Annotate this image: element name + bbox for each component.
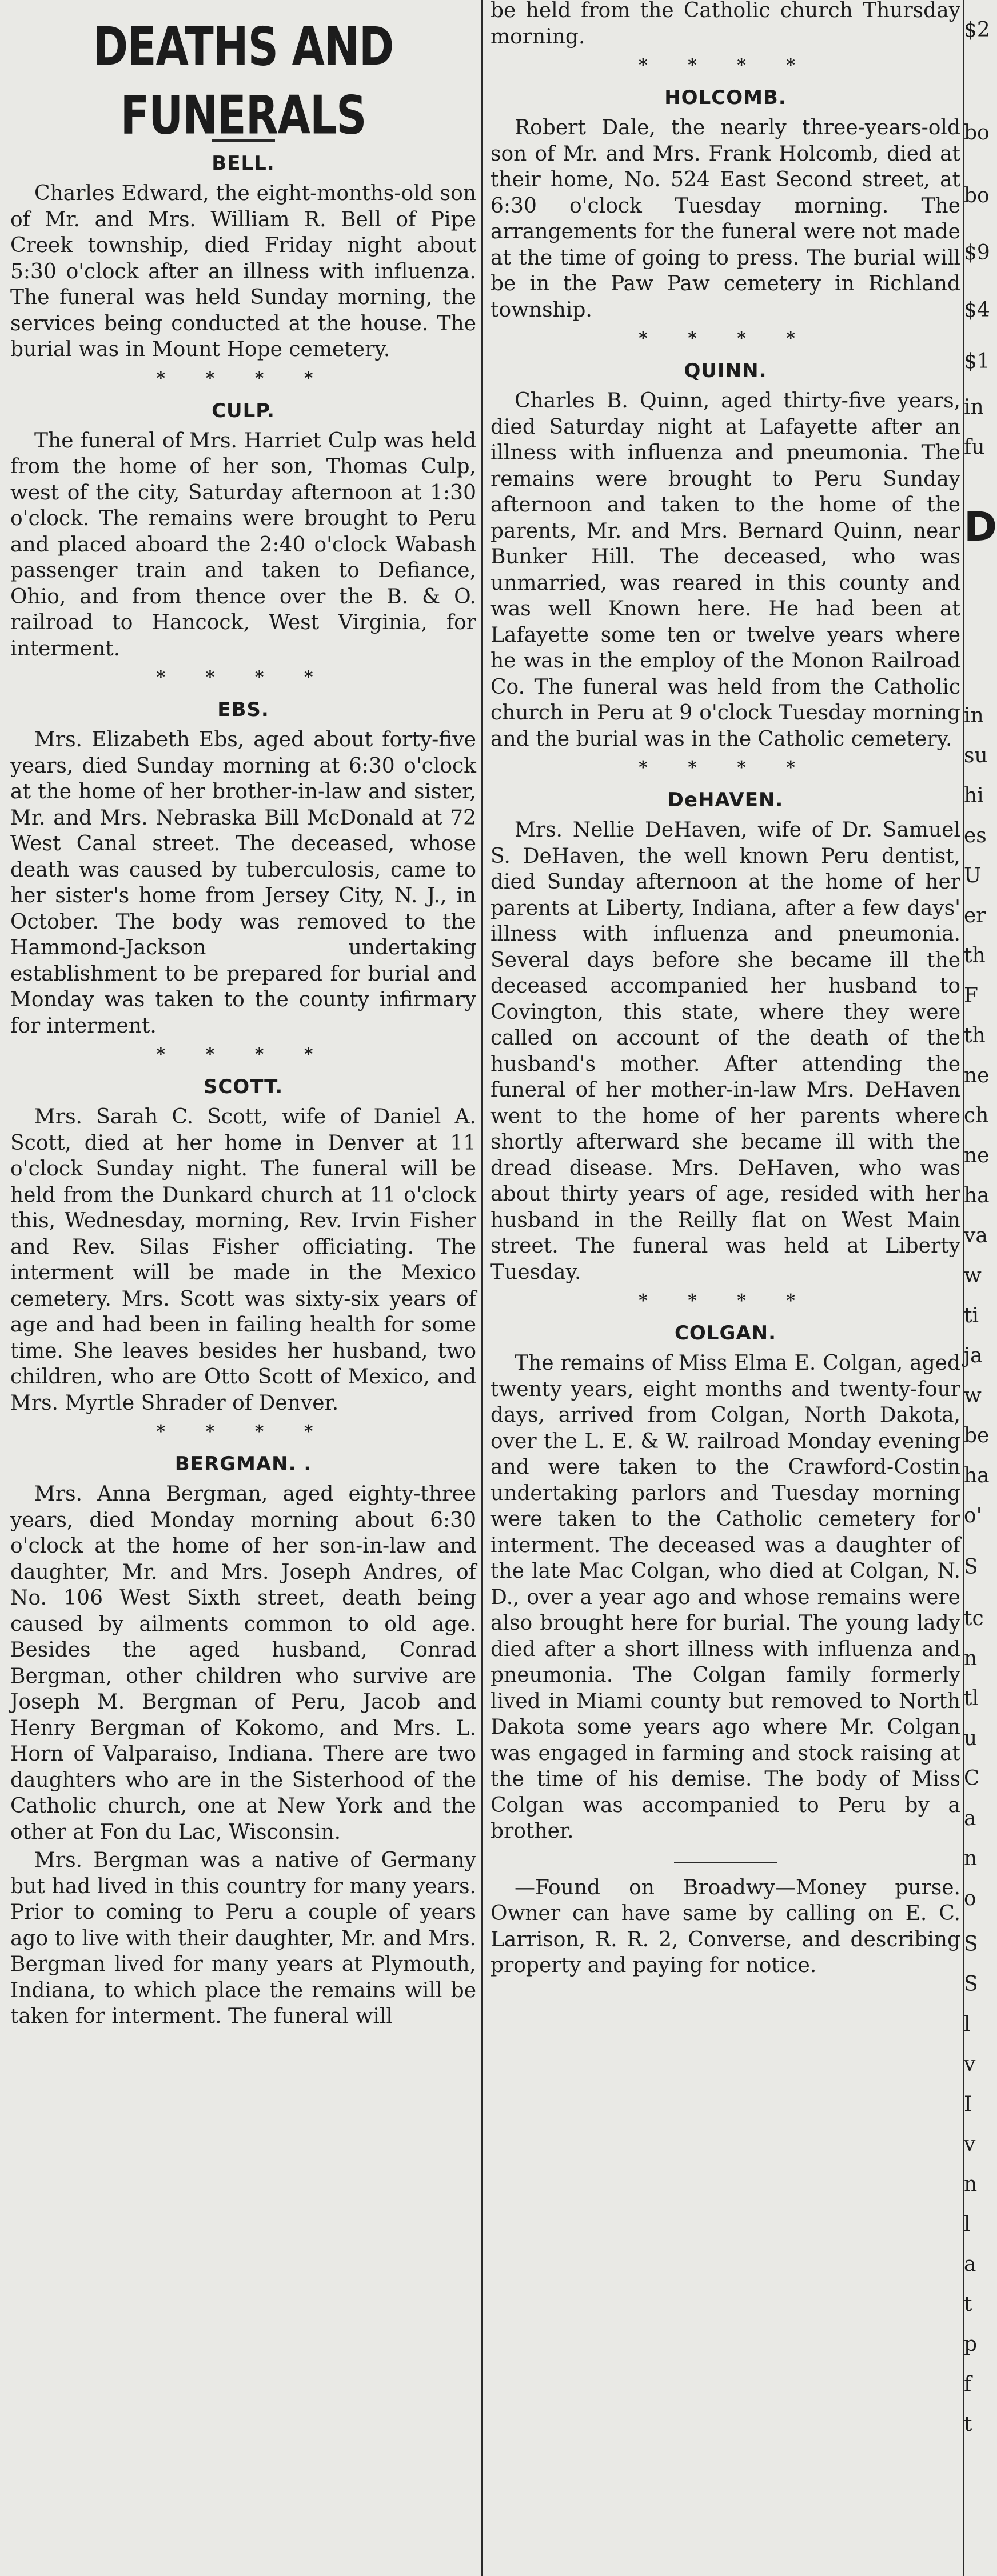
- obituary-text: Robert Dale, the nearly three-years-old son of Mr. and Mrs. Frank Holcomb, died at their home, No. 524 East Second street, at 6:30 o'clock Tuesday morning. The arrangements for the funeral were not made at the time of going to press. The burial will be in the Paw Paw cemetery in Richland township.: [490, 116, 960, 322]
- obituary-heading: QUINN.: [684, 359, 767, 382]
- cropped-text-fragment: f: [964, 2373, 972, 2396]
- separator-stars: * * * *: [156, 1422, 330, 1442]
- cropped-text-fragment: n: [964, 2173, 978, 2196]
- cropped-text-fragment: o: [964, 1887, 976, 1910]
- cropped-text-fragment: D: [964, 503, 997, 550]
- obituary-text: The remains of Miss Elma E. Colgan, aged twenty years, eight months and twenty-four days, arrived from Colgan, North Dakota, over the L. E. & W. railroad Monday evening and were taken to the Crawford-Costin undertaking parlors and Tuesday morning were taken to the Catholic cemetery for interment. The deceased was a daughter of the late Mac Colgan, who died at Colgan, N. D., over a year ago and whose remains were also brought here for burial. The young lady died after a short illness with influenza and pneumonia. The Colgan family formerly lived in Miami county but removed to North Dakota some years ago where Mr. Colgan was engaged in farming and stock raising at the time of his demise. The body of Miss Colgan was accompanied to Peru by a brother.: [490, 1351, 960, 1843]
- separator-stars: * * * *: [156, 368, 330, 389]
- separator-stars: * * * *: [638, 55, 813, 75]
- page-title: DEATHS AND FUNERALS: [93, 16, 394, 146]
- obituary-text: The funeral of Mrs. Harriet Culp was held from the home of her son, Thomas Culp, west of the city, Saturday afternoon at 1:30 o'clock. The remains were brought to Peru and placed aboard the 2:40 o'clock Wabash passenger train and taken to Defiance, Ohio, and from thence over the B. & O. railroad to Hancock, West Virginia, for interment.: [10, 429, 476, 661]
- obituary-text: Mrs. Nellie DeHaven, wife of Dr. Samuel S. DeHaven, the well known Peru dentist, died Sunday afternoon at the home of her parents at Liberty, Indiana, after a few days' illness with influenza and pneumonia. Several days before she became ill the deceased accompanied her husband to Covington, this state, where they were called on account of the death of the husband's mother. After attending the funeral of her mother-in-law Mrs. DeHaven went to the home of her parents where shortly afterward she became ill with the dread disease. Mrs. DeHaven, who was about thirty years of age, resided with her husband in the Reilly flat on West Main street. The funeral was held at Liberty Tuesday.: [490, 818, 960, 1284]
- cropped-text-fragment: th: [964, 944, 986, 967]
- cropped-text-fragment: va: [964, 1224, 988, 1247]
- cropped-text-fragment: I: [964, 2093, 972, 2116]
- cropped-text-fragment: th: [964, 1024, 986, 1047]
- cropped-text-fragment: t: [964, 2413, 972, 2436]
- obituary-heading: SCOTT.: [203, 1075, 284, 1098]
- obituary-dehaven: [490, 786, 960, 1285]
- cropped-text-fragment: $1: [964, 350, 990, 373]
- cropped-text-fragment: n: [964, 1647, 978, 1670]
- cropped-text-fragment: l: [964, 2213, 971, 2236]
- obituary-heading: BELL.: [212, 152, 275, 175]
- left-column: [10, 0, 476, 2030]
- obituary-text: Charles B. Quinn, aged thirty-five years, died Saturday night at Lafayette after an illness with influenza and pneumonia. The remains were brought to Peru Sunday afternoon and taken to the home of the parents, Mr. and Mrs. Bernard Quinn, near Bunker Hill. The deceased, who was unmarried, was reared in this county and was well Known here. He had been at Lafayette some ten or twelve years where he was in the employ of the Monon Railroad Co. The funeral was held from the Catholic church in Peru at 9 o'clock Tuesday morning and the burial was in the Catholic cemetery.: [490, 389, 960, 751]
- cropped-text-fragment: ch: [964, 1104, 989, 1127]
- separator-stars: * * * *: [156, 1045, 330, 1065]
- cropped-text-fragment: U: [964, 864, 982, 887]
- cropped-text-fragment: ne: [964, 1144, 990, 1167]
- obituary-heading: DeHAVEN.: [667, 789, 784, 811]
- continued-text: be held from the Catholic church Thursday morning.: [490, 0, 960, 49]
- obituary-text: Charles Edward, the eight-months-old son of Mr. and Mrs. William R. Bell of Pipe Creek township, died Friday night about 5:30 o'clock after an illness with influenza. The funeral was held Sunday morning, the services being conducted at the house. The burial was in Mount Hope cemetery.: [10, 182, 476, 361]
- separator-stars: * * * *: [156, 667, 330, 687]
- cropped-text-fragment: es: [964, 824, 987, 847]
- obituary-text: Mrs. Sarah C. Scott, wife of Daniel A. Scott, died at her home in Denver at 11 o'clock Sunday night. The funeral will be held from the Dunkard church at 11 o'clock this, Wednesday, morning, Rev. Irvin Fisher and Rev. Silas Fisher officiating. The interment will be made in the Mexico cemetery. Mrs. Scott was sixty-six years of age and had been in failing health for some time. She leaves besides her husband, two children, who are Otto Scott of Mexico, and Mrs. Myrtle Shrader of Denver.: [10, 1105, 476, 1415]
- cropped-text-fragment: bo: [964, 121, 990, 145]
- cropped-text-fragment: in: [964, 395, 984, 419]
- obituary-heading: HOLCOMB.: [664, 86, 787, 109]
- obituary-quinn: [490, 357, 960, 752]
- cropped-text-fragment: u: [964, 1727, 978, 1750]
- cropped-text-fragment: in: [964, 704, 984, 727]
- obituary-text: Mrs. Bergman was a native of Germany but had lived in this country for many years. Prior to coming to Peru a couple of years ago to live with their daughter, Mr. and Mrs. Bergman lived for many years at Plymouth, Indiana, to which place the remains will be taken for interment. The funeral will: [10, 1849, 476, 2028]
- cropped-text-fragment: su: [964, 744, 988, 767]
- cropped-text-fragment: w: [964, 1264, 982, 1287]
- lost-found-notice: —Found on Broadwy—Money purse. Owner can have same by calling on E. C. Larrison, R. R. 2, Converse, and describing property and paying for notice.: [490, 1875, 960, 1977]
- cropped-text-fragment: F: [964, 984, 978, 1007]
- cropped-text-fragment: S: [964, 1555, 978, 1579]
- cropped-text-fragment: o': [964, 1504, 982, 1527]
- obituary-scott: [10, 1073, 476, 1416]
- cropped-text-fragment: a: [964, 2253, 976, 2276]
- obituary-text: Mrs. Elizabeth Ebs, aged about forty-five years, died Sunday morning at 6:30 o'clock at the home of her brother-in-law and sister, Mr. and Mrs. Nebraska Bill McDonald at 72 West Canal street. The deceased, whose death was caused by tuberculosis, came to her sister's home from Jersey City, N. J., in October. The body was removed to the Hammond-Jackson undertaking establishment to be prepared for burial and Monday was taken to the county infirmary for interment.: [10, 728, 476, 1038]
- cropped-text-fragment: S: [964, 1973, 978, 1996]
- cropped-text-fragment: ne: [964, 1064, 990, 1087]
- cropped-text-fragment: tl: [964, 1687, 979, 1710]
- cropped-text-fragment: t: [964, 2293, 972, 2316]
- cropped-text-fragment: bo: [964, 184, 990, 207]
- separator-stars: * * * *: [638, 1291, 813, 1311]
- obituary-bell: [10, 150, 476, 363]
- obituary-text: Mrs. Anna Bergman, aged eighty-three years, died Monday morning about 6:30 o'clock at the home of her son-in-law and daughter, Mr. and Mrs. Joseph Andres, of No. 106 West Sixth street, death being caused by ailments common to old age. Besides the aged husband, Conrad Bergman, other children who survive are Joseph M. Bergman of Peru, Jacob and Henry Bergman of Kokomo, and Mrs. L. Horn of Valparaiso, Indiana. There are two daughters who are in the Sisterhood of the Catholic church, one at New York and the other at Fon du Lac, Wisconsin.: [10, 1482, 476, 1844]
- cropped-text-fragment: hi: [964, 784, 984, 807]
- separator-stars: * * * *: [638, 758, 813, 778]
- cropped-text-fragment: fu: [964, 435, 985, 459]
- obituary-culp: [10, 397, 476, 662]
- cropped-text-fragment: $4: [964, 298, 990, 322]
- cropped-text-fragment: v: [964, 2133, 976, 2156]
- cropped-text-fragment: p: [964, 2333, 978, 2356]
- obituary-heading: CULP.: [212, 399, 275, 422]
- cropped-text-fragment: be: [964, 1424, 990, 1447]
- obituary-bergman: [10, 1450, 476, 2030]
- cropped-text-fragment: ha: [964, 1464, 990, 1487]
- cropped-text-fragment: tc: [964, 1607, 984, 1630]
- obituary-heading: COLGAN.: [674, 1322, 777, 1345]
- cropped-text-fragment: w: [964, 1384, 982, 1407]
- obituary-heading: BERGMAN. .: [174, 1453, 312, 1475]
- cropped-text-fragment: $2: [964, 18, 990, 42]
- cropped-text-fragment: ti: [964, 1304, 979, 1327]
- cropped-text-fragment: a: [964, 1807, 976, 1830]
- cropped-text-fragment: ha: [964, 1184, 990, 1207]
- middle-column: [490, 0, 960, 1979]
- notice-rule: [674, 1862, 777, 1863]
- obituary-holcomb: [490, 84, 960, 323]
- cropped-text-fragment: S: [964, 1933, 978, 1956]
- cropped-text-fragment: $9: [964, 241, 990, 265]
- obituary-colgan: [490, 1319, 960, 1845]
- column-rule-left: [481, 0, 483, 2576]
- cropped-text-fragment: C: [964, 1767, 980, 1790]
- cropped-text-fragment: v: [964, 2053, 976, 2076]
- cropped-text-fragment: er: [964, 904, 986, 927]
- obituary-heading: EBS.: [217, 698, 269, 721]
- cropped-text-fragment: l: [964, 2013, 971, 2036]
- separator-stars: * * * *: [638, 329, 813, 349]
- obituary-ebs: [10, 696, 476, 1039]
- cropped-text-fragment: ja: [964, 1344, 983, 1367]
- cropped-text-fragment: n: [964, 1847, 978, 1870]
- cropped-adjacent-column: [964, 0, 997, 2576]
